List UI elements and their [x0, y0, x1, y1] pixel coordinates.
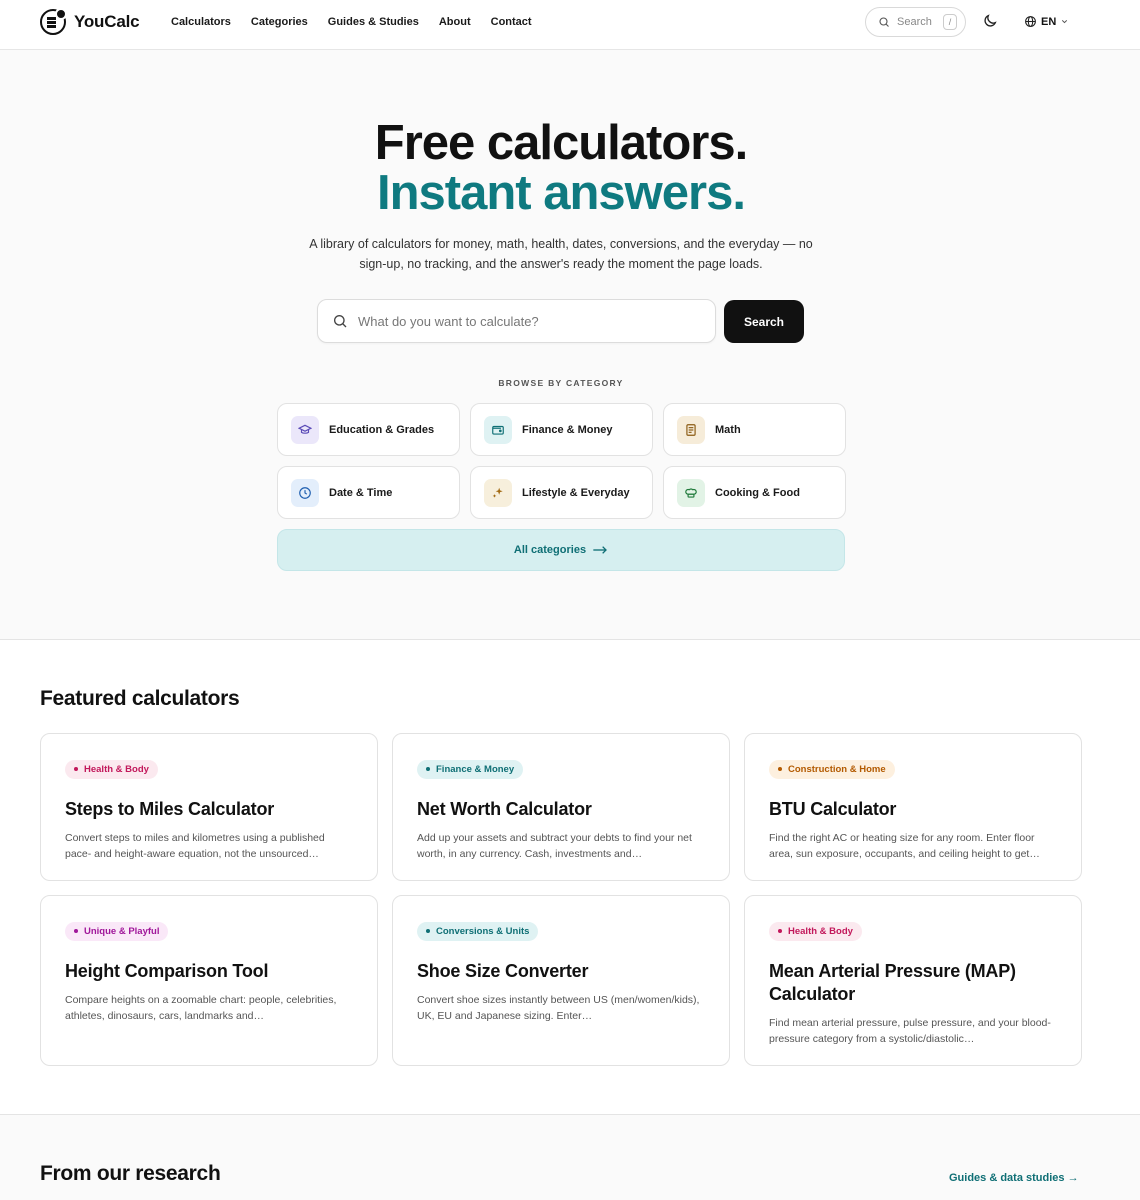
- category-cooking-food[interactable]: [663, 466, 846, 519]
- clock-icon: [291, 479, 319, 507]
- card-title: Net Worth Calculator: [417, 798, 592, 819]
- search-shortcut-key: /: [943, 14, 957, 30]
- badge-label: Health & Body: [84, 763, 149, 775]
- main-nav: [171, 16, 532, 28]
- nav-calculators[interactable]: Calculators: [171, 16, 231, 28]
- main-search-box: [317, 299, 716, 343]
- graduation-cap-icon: [291, 416, 319, 444]
- card-description: Convert shoe sizes instantly between US (men/women/kids), UK, EU and Japanese sizing. Enter…: [417, 993, 700, 1022]
- category-date-time[interactable]: [277, 466, 460, 519]
- badge-label: Construction & Home: [788, 763, 886, 775]
- logo-icon: [40, 9, 66, 35]
- category-label: Cooking & Food: [715, 486, 800, 499]
- search-icon: [878, 16, 890, 28]
- calculator-card[interactable]: [744, 733, 1082, 881]
- badge-label: Finance & Money: [436, 763, 515, 775]
- card-description: Add up your assets and subtract your debts to find your net worth, in any currency. Cash, investments and…: [417, 831, 692, 860]
- card-description: Convert steps to miles and kilometres using a published pace- and height-aware equation, not the unsourced…: [65, 831, 325, 860]
- card-title: Height Comparison Tool: [65, 960, 269, 981]
- category-label: Lifestyle & Everyday: [522, 486, 630, 499]
- language-selector[interactable]: [1024, 15, 1069, 28]
- all-categories-label: All categories: [513, 544, 587, 556]
- arrow-right-icon: [592, 545, 608, 555]
- category-label: Math: [715, 423, 741, 436]
- hero-title: [0, 118, 1122, 218]
- nav-about[interactable]: About: [438, 16, 471, 28]
- language-label: EN: [1041, 15, 1057, 28]
- category-badge: [65, 922, 168, 941]
- card-title: BTU Calculator: [769, 798, 897, 819]
- badge-dot: [74, 767, 78, 771]
- badge-label: Conversions & Units: [436, 925, 530, 937]
- category-badge: [769, 760, 895, 779]
- chevron-down-icon: [1060, 17, 1069, 26]
- search-icon: [332, 313, 348, 329]
- badge-dot: [426, 929, 430, 933]
- badge-dot: [778, 929, 782, 933]
- category-lifestyle-everyday[interactable]: [470, 466, 653, 519]
- card-description: Find mean arterial pressure, pulse pressure, and your blood-pressure category from a systolic/diastolic…: [769, 1016, 1051, 1045]
- category-finance-money[interactable]: [470, 403, 653, 456]
- sparkle-icon: [484, 479, 512, 507]
- featured-title: Featured calculators: [40, 687, 240, 710]
- category-badge: [417, 760, 523, 779]
- calculator-icon: [677, 416, 705, 444]
- section-divider: [0, 1114, 1140, 1115]
- calculator-card[interactable]: [40, 895, 378, 1066]
- moon-icon[interactable]: [982, 13, 998, 29]
- header-search-button[interactable]: [865, 7, 966, 37]
- badge-dot: [426, 767, 430, 771]
- badge-dot: [74, 929, 78, 933]
- category-badge: [769, 922, 862, 941]
- calculator-card[interactable]: [392, 733, 730, 881]
- nav-categories[interactable]: Categories: [250, 16, 308, 28]
- research-link-label: Guides & data studies: [949, 1172, 1065, 1184]
- hero-title-line2: Instant answers.: [377, 166, 745, 220]
- globe-icon: [1024, 15, 1037, 28]
- category-badge: [417, 922, 538, 941]
- site-header: [0, 0, 1140, 50]
- guides-data-studies-link[interactable]: [949, 1172, 1079, 1184]
- category-badge: [65, 760, 158, 779]
- hero-title-line1: Free calculators.: [374, 116, 748, 170]
- browse-by-category-label: BROWSE BY CATEGORY: [498, 378, 624, 388]
- category-label: Date & Time: [329, 486, 393, 499]
- nav-guides-studies[interactable]: Guides & Studies: [327, 16, 419, 28]
- wallet-icon: [484, 416, 512, 444]
- logo[interactable]: [40, 9, 139, 35]
- category-label: Finance & Money: [522, 423, 613, 436]
- card-title: Steps to Miles Calculator: [65, 798, 275, 819]
- card-title: Mean Arterial Pressure (MAP) Calculator: [769, 960, 1016, 1004]
- logo-text: YouCalc: [74, 12, 140, 31]
- main-search-button[interactable]: Search: [724, 300, 804, 343]
- arrow-right-icon: →: [1067, 1172, 1079, 1184]
- hero-subtitle: A library of calculators for money, math, health, dates, conversions, and the everyday — no sign-up, no tracking, and the answer's ready the moment the page loads.: [309, 237, 813, 271]
- category-math[interactable]: [663, 403, 846, 456]
- nav-contact[interactable]: Contact: [490, 16, 532, 28]
- category-education-grades[interactable]: [277, 403, 460, 456]
- card-description: Find the right AC or heating size for any room. Enter floor area, sun exposure, occupants, and ceiling height to get…: [769, 831, 1040, 860]
- badge-dot: [778, 767, 782, 771]
- calculator-card[interactable]: [744, 895, 1082, 1066]
- main-search-input[interactable]: [358, 314, 698, 329]
- badge-label: Health & Body: [788, 925, 853, 937]
- research-title: From our research: [40, 1162, 221, 1185]
- category-label: Education & Grades: [329, 423, 435, 436]
- chef-hat-icon: [677, 479, 705, 507]
- calculator-card[interactable]: [40, 733, 378, 881]
- card-title: Shoe Size Converter: [417, 960, 589, 981]
- badge-label: Unique & Playful: [84, 925, 160, 937]
- card-description: Compare heights on a zoomable chart: people, celebrities, athletes, dinosaurs, cars, landmarks and…: [65, 993, 337, 1022]
- calculator-card[interactable]: [392, 895, 730, 1066]
- all-categories-button[interactable]: [277, 529, 845, 571]
- header-search-label: Search: [897, 16, 932, 28]
